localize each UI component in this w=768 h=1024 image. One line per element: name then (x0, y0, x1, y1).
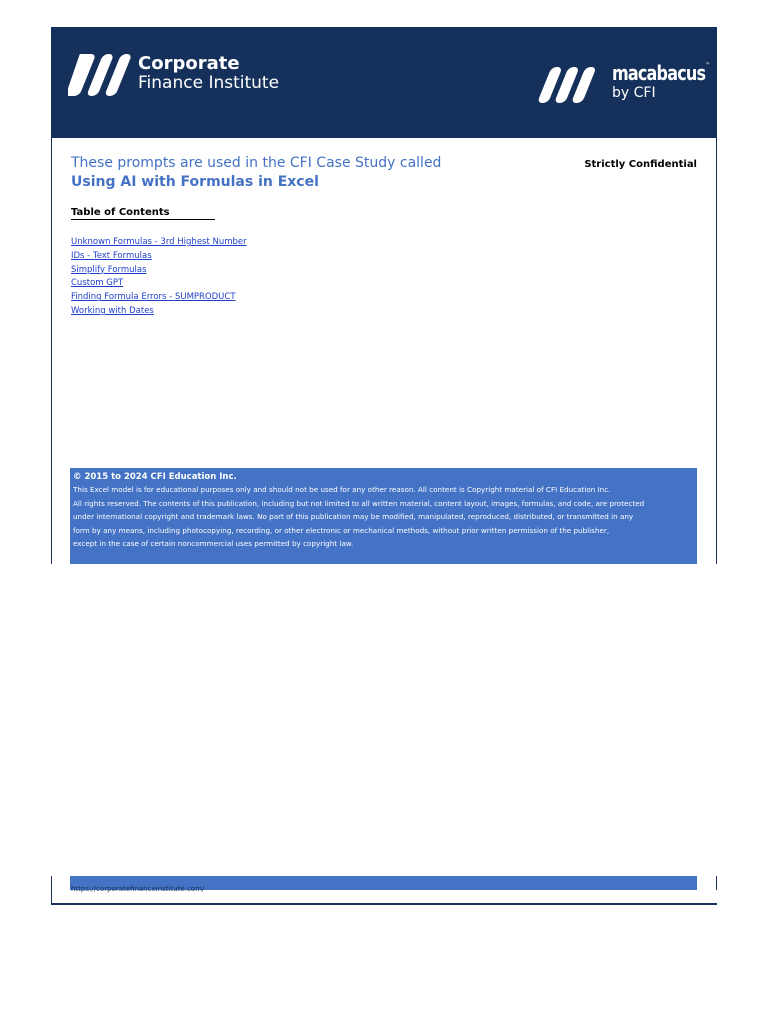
toc-item (71, 305, 247, 319)
toc-item (71, 277, 247, 291)
left-border-bottom (51, 876, 52, 904)
toc-link-working-with-dates[interactable]: Working with Dates (71, 305, 154, 316)
intro-block (71, 155, 441, 190)
toc-item (71, 236, 247, 250)
copyright-title: © 2015 to 2024 CFI Education Inc. (73, 472, 237, 482)
trademark-mark: ™ (705, 62, 710, 69)
intro-line: These prompts are used in the CFI Case Study called (71, 155, 442, 171)
case-study-title: Using AI with Formulas in Excel (71, 174, 319, 190)
cfi-logo-text (138, 55, 279, 92)
cfi-logo-line1: Corporate (138, 53, 240, 74)
copyright-line: All rights reserved. The contents of this publication, including but not limited to all written material, content layout, images, formulas, and code, are protected (73, 498, 645, 508)
right-border-top (716, 138, 717, 564)
copyright-block (70, 468, 697, 564)
copyright-line: form by any means, including photocopying, recording, or other electronic or mechanical methods, without prior written permission of the publisher, (73, 525, 610, 535)
toc-link-custom-gpt[interactable]: Custom GPT (71, 278, 124, 289)
macabacus-sub: by CFI (612, 85, 656, 101)
toc-item (71, 264, 247, 278)
confidential-label: Strictly Confidential (584, 159, 697, 170)
toc-item (71, 250, 247, 264)
bottom-border (51, 903, 717, 905)
macabacus-name: macabacus™ (612, 61, 710, 85)
toc-link-sumproduct-errors[interactable]: Finding Formula Errors - SUMPRODUCT (71, 292, 236, 303)
copyright-line: except in the case of certain noncommercial uses permitted by copyright law. (73, 539, 354, 548)
right-border-bottom (716, 876, 717, 890)
macabacus-logo-text (612, 63, 734, 100)
copyright-line: under international copyright and trademark laws. No part of this publication may be modified, manipulated, reproduced, distributed, or transmitted in any (73, 512, 634, 521)
toc-link-3rd-highest-number[interactable]: Unknown Formulas - 3rd Highest Number (71, 237, 247, 247)
left-border-top (51, 138, 52, 564)
toc-item (71, 291, 247, 305)
toc-link-simplify-formulas[interactable]: Simplify Formulas (71, 264, 147, 275)
toc-title: Table of Contents (71, 207, 215, 220)
copyright-line: This Excel model is for educational purposes only and should not be used for any other reason. All content is Copyright material of CFI Education Inc. (73, 485, 611, 494)
toc-link-ids-text-formulas[interactable]: IDs - Text Formulas (71, 250, 152, 261)
toc-list (71, 236, 247, 319)
macabacus-logo-icon (535, 66, 603, 104)
footer-bar (70, 876, 697, 893)
footer-url-link[interactable]: https://corporatefinanceinstitute.com/ (71, 885, 205, 893)
cfi-logo-icon (68, 52, 132, 98)
cfi-logo-line2: Finance Institute (138, 73, 280, 93)
header-banner (51, 27, 717, 138)
